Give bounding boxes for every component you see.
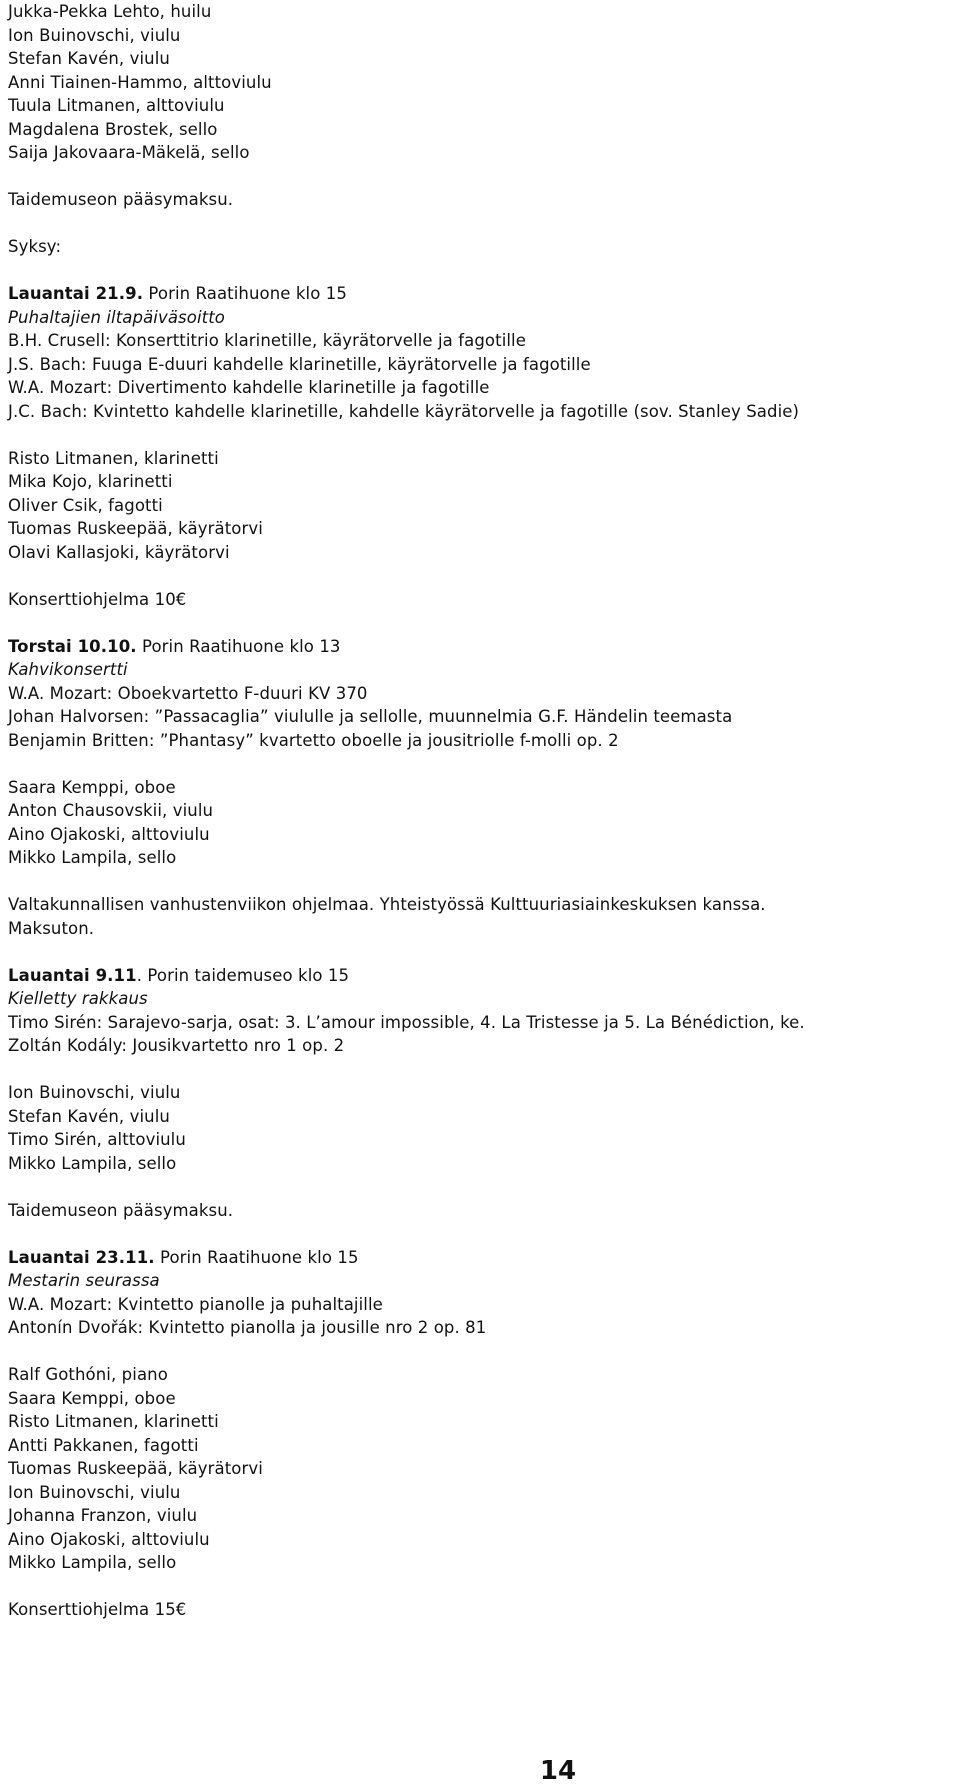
program-line: J.C. Bach: Kvintetto kahdelle klarinetille, kahdelle käyrätorvelle ja fagotille (sov. Stanley Sadie) [8, 401, 800, 421]
performer-line: Anton Chausovskii, viulu [8, 801, 214, 820]
admission-note: Taidemuseon pääsymaksu. [8, 1200, 234, 1220]
program-line: Johan Halvorsen: ”Passacaglia” viululle ja sellolle, muunnelmia G.F. Händelin teemasta [8, 707, 733, 726]
performer-line: Saija Jakovaara-Mäkelä, sello [8, 143, 250, 162]
event-venue: Porin Raatihuone klo 15 [143, 284, 347, 303]
program-line: W.A. Mozart: Divertimento kahdelle klarinetille ja fagotille [8, 378, 490, 397]
season-heading: Syksy: [8, 237, 62, 256]
performer-line: Tuomas Ruskeepää, käyrätorvi [8, 1459, 263, 1478]
event-date: Lauantai 23.11. [8, 1247, 155, 1267]
event-title: Mestarin seurassa [8, 1271, 160, 1290]
performer-line: Tuula Litmanen, alttoviulu [8, 96, 225, 115]
performer-line: Risto Litmanen, klarinetti [8, 1412, 219, 1431]
performer-line: Saara Kemppi, oboe [8, 1388, 176, 1408]
event-date: Lauantai 21.9. [8, 284, 144, 303]
performer-line: Mikko Lampila, sello [8, 848, 177, 867]
performer-line: Jukka-Pekka Lehto, huilu [8, 2, 212, 21]
event-heading [8, 1246, 956, 1270]
performer-line: Timo Sirén, alttoviulu [8, 1130, 186, 1149]
performer-line: Aino Ojakoski, alttoviulu [8, 824, 210, 844]
event-title: Puhaltajien iltapäiväsoitto [8, 307, 225, 327]
event-note: Maksuton. [8, 918, 95, 938]
performer-line: Magdalena Brostek, sello [8, 119, 218, 139]
performer-line: Tuomas Ruskeepää, käyrätorvi [8, 519, 263, 538]
event-heading [8, 964, 956, 988]
page-number-text: 14 [539, 1756, 577, 1786]
performer-line: Stefan Kavén, viulu [8, 1106, 170, 1126]
performer-line: Saara Kemppi, oboe [8, 777, 176, 797]
performer-line: Ion Buinovschi, viulu [8, 1083, 181, 1102]
price-note: Konserttiohjelma 10€ [8, 589, 187, 609]
performer-line: Mikko Lampila, sello [8, 1153, 177, 1173]
performer-line: Ralf Gothóni, piano [8, 1365, 168, 1384]
event-date: Torstai 10.10. [8, 636, 137, 656]
performer-line: Antti Pakkanen, fagotti [8, 1435, 199, 1455]
performer-list [8, 0, 956, 165]
performer-line: Stefan Kavén, viulu [8, 49, 170, 68]
performer-line: Olavi Kallasjoki, käyrätorvi [8, 542, 230, 562]
performer-line: Anni Tiainen-Hammo, alttoviulu [8, 72, 272, 92]
program-line: Antonín Dvořák: Kvintetto pianolla ja jousille nro 2 op. 81 [8, 1318, 487, 1337]
program-line: Zoltán Kodály: Jousikvartetto nro 1 op. 2 [8, 1036, 345, 1055]
event-title: Kielletty rakkaus [8, 989, 148, 1008]
performer-line: Johanna Franzon, viulu [8, 1506, 198, 1525]
document-page [8, 0, 956, 1622]
performer-line: Aino Ojakoski, alttoviulu [8, 1529, 210, 1549]
program-line: J.S. Bach: Fuuga E-duuri kahdelle klarinetille, käyrätorvelle ja fagotille [8, 354, 591, 374]
event-date: Lauantai 9.11 [8, 965, 137, 985]
performer-line: Risto Litmanen, klarinetti [8, 448, 219, 468]
program-line: W.A. Mozart: Kvintetto pianolle ja puhaltajille [8, 1294, 383, 1314]
page-number [0, 1756, 960, 1786]
performer-line: Mika Kojo, klarinetti [8, 472, 173, 491]
event-note: Valtakunnallisen vanhustenviikon ohjelmaa. Yhteistyössä Kulttuuriasiainkeskuksen kanssa. [8, 895, 766, 914]
event-heading [8, 635, 956, 659]
performer-line: Oliver Csik, fagotti [8, 495, 163, 515]
performer-line: Ion Buinovschi, viulu [8, 1482, 181, 1502]
program-line: B.H. Crusell: Konserttitrio klarinetille, käyrätorvelle ja fagotille [8, 331, 526, 350]
price-note: Konserttiohjelma 15€ [8, 1600, 187, 1619]
event-venue: Porin Raatihuone klo 13 [136, 636, 341, 656]
event-heading [8, 282, 956, 306]
admission-note: Taidemuseon pääsymaksu. [8, 190, 234, 209]
event-venue: . Porin taidemuseo klo 15 [136, 965, 350, 985]
event-venue: Porin Raatihuone klo 15 [154, 1247, 359, 1267]
program-line: Timo Sirén: Sarajevo-sarja, osat: 3. L’amour impossible, 4. La Tristesse ja 5. La Bénédiction, ke. [8, 1012, 805, 1032]
event-title: Kahvikonsertti [8, 660, 128, 679]
program-line: Benjamin Britten: ”Phantasy” kvartetto oboelle ja jousitriolle f-molli op. 2 [8, 730, 619, 750]
program-line: W.A. Mozart: Oboekvartetto F-duuri KV 370 [8, 683, 368, 703]
performer-line: Ion Buinovschi, viulu [8, 25, 181, 45]
performer-line: Mikko Lampila, sello [8, 1553, 177, 1572]
